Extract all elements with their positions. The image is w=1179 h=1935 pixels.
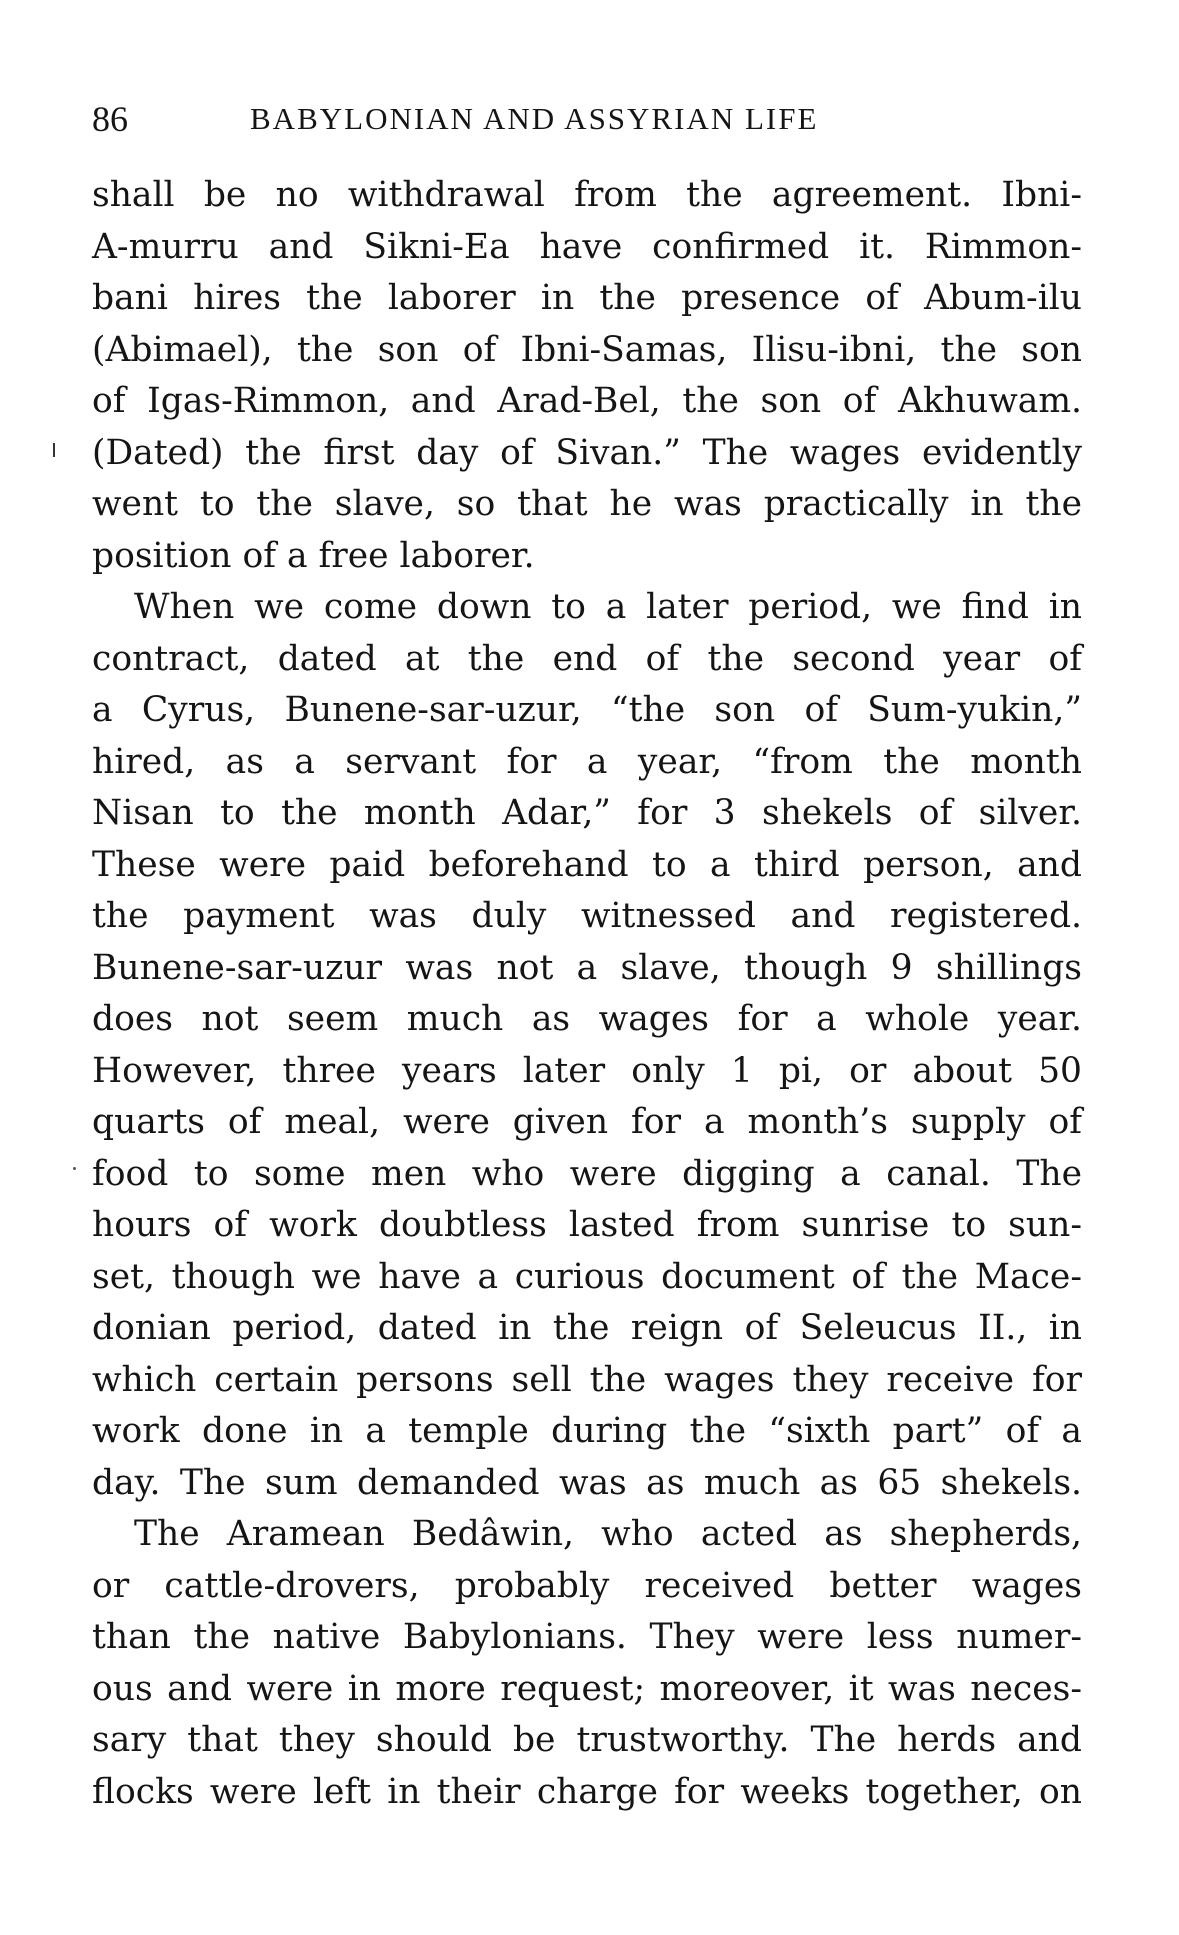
- text-line: a Cyrus, Bunene-sar-uzur, “the son of Sum-yukin,”: [92, 690, 1082, 730]
- text-line: went to the slave, so that he was practically in the: [92, 484, 1082, 524]
- text-line: which certain persons sell the wages they receive for: [92, 1359, 1082, 1400]
- text-line: The Aramean Bedâwin, who acted as shepherds,: [134, 1514, 1082, 1554]
- text-line: food to some men who were digging a canal. The: [92, 1153, 1082, 1194]
- page-number: 86: [92, 99, 128, 139]
- text-line: position of a free laborer.: [92, 535, 535, 576]
- text-line: hours of work doubtless lasted from sunrise to sun-: [92, 1205, 1082, 1245]
- text-line: shall be no withdrawal from the agreement. Ibni-: [92, 175, 1082, 215]
- text-line: than the native Babylonians. They were less numer-: [92, 1617, 1082, 1657]
- text-line: A-murru and Sikni-Ea have confirmed it. Rimmon-: [92, 226, 1082, 267]
- text-line: quarts of meal, were given for a month’s supply of: [92, 1102, 1082, 1142]
- text-line: bani hires the laborer in the presence of Abum-ilu: [92, 278, 1082, 318]
- text-line: Bunene-sar-uzur was not a slave, though 9 shillings: [92, 947, 1082, 988]
- text-line: (Dated) the first day of Sivan.” The wages evidently: [92, 432, 1082, 473]
- text-line: or cattle-drovers, probably received better wages: [92, 1565, 1082, 1606]
- running-head: [92, 94, 1082, 144]
- text-line: (Abimael), the son of Ibni-Samas, Ilisu-ibni, the son: [92, 329, 1082, 370]
- running-title: BABYLONIAN AND ASSYRIAN LIFE: [250, 101, 819, 136]
- margin-dot: [73, 1167, 76, 1170]
- text-line: does not seem much as wages for a whole year.: [92, 999, 1082, 1039]
- text-line: Nisan to the month Adar,” for 3 shekels of silver.: [92, 793, 1082, 833]
- text-line: flocks were left in their charge for weeks together, on: [92, 1771, 1082, 1812]
- text-line: donian period, dated in the reign of Seleucus II., in: [92, 1308, 1082, 1348]
- text-line: hired, as a servant for a year, “from the month: [92, 741, 1082, 782]
- text-line: sary that they should be trustworthy. The herds and: [92, 1720, 1082, 1760]
- body-text: [92, 170, 1082, 1818]
- text-line: When we come down to a later period, we find in: [134, 587, 1082, 627]
- text-line: the payment was duly witnessed and registered.: [92, 896, 1082, 936]
- margin-mark: [53, 443, 55, 457]
- text-line: of Igas-Rimmon, and Arad-Bel, the son of Akhuwam.: [92, 381, 1082, 421]
- text-line: work done in a temple during the “sixth part” of a: [92, 1411, 1082, 1451]
- text-line: day. The sum demanded was as much as 65 shekels.: [92, 1462, 1082, 1503]
- text-line: These were paid beforehand to a third person, and: [92, 844, 1082, 885]
- text-line: However, three years later only 1 pi, or about 50: [92, 1050, 1082, 1091]
- text-line: set, though we have a curious document of the Mace-: [92, 1256, 1082, 1297]
- text-line: contract, dated at the end of the second year of: [92, 638, 1082, 679]
- text-line: ous and were in more request; moreover, it was neces-: [92, 1668, 1082, 1709]
